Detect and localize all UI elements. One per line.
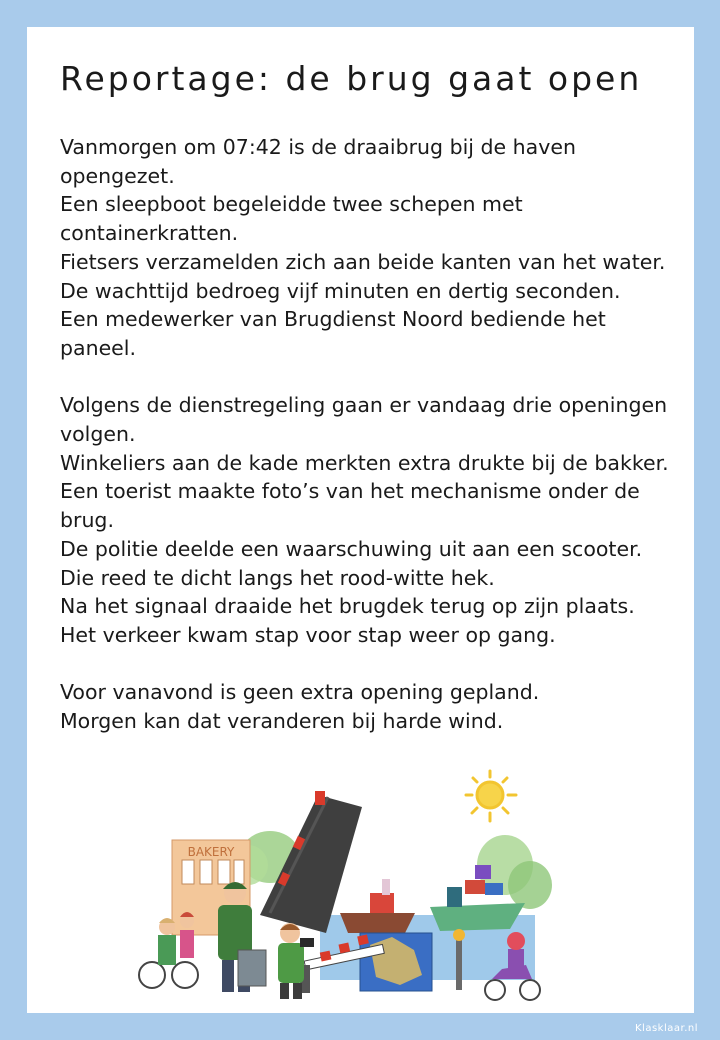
- paragraph-1: [60, 133, 670, 363]
- sun-icon: [466, 771, 516, 821]
- sentence: Winkeliers aan de kade merkten extra drukte bij de bakker.: [60, 450, 669, 475]
- bakery-sign: BAKERY: [187, 845, 235, 859]
- sentence: Fietsers verzamelden zich aan beide kanten van het water.: [60, 249, 666, 274]
- sentence: Voor vanavond is geen extra opening gepland.: [60, 680, 540, 705]
- sentence: Vanmorgen om 07:42 is de draaibrug bij de haven opengezet.: [60, 135, 576, 188]
- control-panel: [360, 933, 432, 991]
- sentence: Een toerist maakte foto’s van het mechanisme onder de brug.: [60, 479, 640, 533]
- sentence: Een sleepboot begeleidde twee schepen met containerkratten.: [60, 192, 523, 246]
- sentence: Morgen kan dat veranderen bij harde wind.: [60, 709, 504, 734]
- paragraph-3: [60, 678, 670, 735]
- sentence: De politie deelde een waarschuwing uit aan een scooter.: [60, 536, 643, 561]
- cyclists: [139, 912, 198, 988]
- article-body: [60, 133, 670, 764]
- sentence: Het verkeer kwam stap voor stap weer op gang.: [60, 622, 556, 647]
- page-title: Reportage: de brug gaat open: [60, 59, 643, 98]
- sentence: Een medewerker van Brugdienst Noord bediende het paneel.: [60, 307, 606, 360]
- tugboat: [340, 879, 415, 933]
- sentence: De wachttijd bedroeg vijf minuten en dertig seconden.: [60, 278, 621, 303]
- sentence: Volgens de dienstregeling gaan er vandaag drie openingen volgen.: [60, 393, 668, 447]
- worksheet-card: [27, 27, 694, 1013]
- sentence: Die reed te dicht langs het rood-witte hek.: [60, 565, 495, 590]
- paragraph-2: [60, 391, 670, 649]
- watermark: Klasklaar.nl: [635, 1023, 698, 1034]
- bridge-illustration: [130, 765, 560, 1005]
- sentence: Na het signaal draaide het brugdek terug op zijn plaats.: [60, 594, 635, 619]
